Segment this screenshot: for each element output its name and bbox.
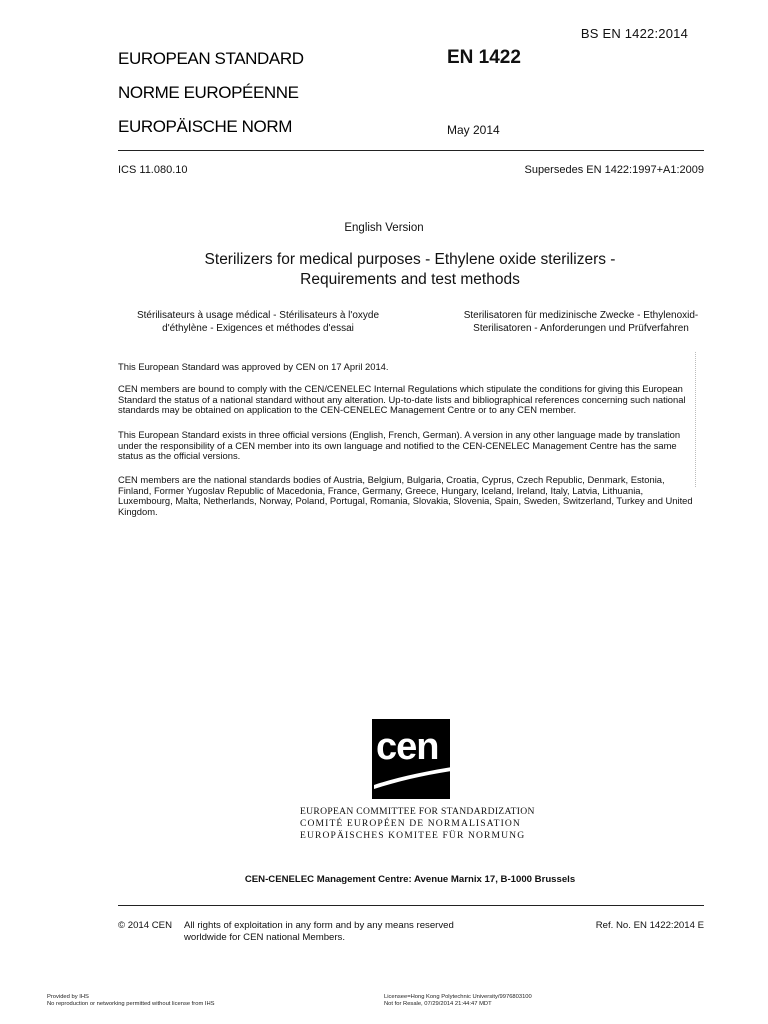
- committee-name-english: EUROPEAN COMMITTEE FOR STANDARDIZATION: [300, 806, 535, 817]
- paragraph-line: This European Standard exists in three official versions (English, French, German). A version in any other language made by translation: [118, 429, 681, 440]
- provider-footer: [47, 994, 215, 1007]
- document-title-line: Sterilizers for medical purposes - Ethylene oxide sterilizers -: [204, 251, 616, 268]
- document-title-line: Requirements and test methods: [300, 271, 520, 288]
- german-title-line: Sterilisatoren für medizinische Zwecke - Ethylenoxid-: [463, 310, 699, 321]
- reference-number: Ref. No. EN 1422:2014 E: [595, 920, 704, 931]
- document-title: [150, 250, 670, 290]
- management-centre-address: CEN-CENELEC Management Centre: Avenue Marnix 17, B-1000 Brussels: [244, 874, 576, 885]
- paragraph-line: Standard the status of a national standard without any alteration. Up-to-date lists and bibliographical references concerning such national: [118, 393, 686, 405]
- ics-code: ICS 11.080.10: [118, 164, 188, 176]
- cen-logo-icon: [372, 719, 458, 799]
- footer-line: Not for Resale, 07/29/2014 21:44:47 MDT: [384, 1000, 492, 1007]
- copyright-notice: © 2014 CEN: [118, 920, 172, 931]
- rights-line: worldwide for CEN national Members.: [184, 931, 346, 943]
- publication-date: May 2014: [447, 123, 500, 137]
- footer-line: No reproduction or networking permitted without license from IHS: [47, 1000, 215, 1007]
- paragraph-line: CEN members are the national standards bodies of Austria, Belgium, Bulgaria, Croatia, Cyprus, Czech Republic, Denmark, Estonia,: [118, 474, 665, 485]
- committee-name-german: EUROPÄISCHES KOMITEE FÜR NORMUNG: [300, 829, 526, 841]
- standard-title-german: EUROPÄISCHE NORM: [118, 117, 293, 136]
- standard-number: EN 1422: [447, 47, 521, 68]
- footer-divider: [118, 905, 704, 906]
- rights-statement: [184, 920, 484, 943]
- german-title: [436, 310, 726, 335]
- paragraph-line: CEN members are bound to comply with the CEN/CENELEC Internal Regulations which stipulate the conditions for giving this European: [118, 383, 683, 394]
- french-title: [118, 310, 398, 335]
- french-title-line: d'éthylène - Exigences et méthodes d'essai: [162, 322, 354, 334]
- versions-paragraph: [118, 430, 708, 462]
- german-title-line: Sterilisatoren - Anforderungen und Prüfverfahren: [473, 322, 689, 334]
- cen-logo-text: cen: [376, 726, 439, 768]
- paragraph-line: Finland, Former Yugoslav Republic of Macedonia, France, Germany, Greece, Hungary, Iceland, Ireland, Italy, Latvia, Lithuania,: [118, 484, 644, 496]
- paragraph-line: under the responsibility of a CEN member into its own language and notified to the CEN-CENELEC Management Centre has the same: [118, 439, 677, 451]
- paragraph-line: status as the official versions.: [118, 450, 241, 462]
- standard-title-english: EUROPEAN STANDARD: [118, 49, 304, 68]
- footer-line: Provided by IHS: [47, 994, 89, 1000]
- licensee-footer: [384, 994, 532, 1007]
- paragraph-line: Luxembourg, Malta, Netherlands, Norway, Poland, Portugal, Romania, Slovakia, Slovenia, Spain, Sweden, Switzerland, Turkey and United: [118, 495, 693, 507]
- paragraph-line: standards may be obtained on application to the CEN-CENELEC Management Centre or to any CEN member.: [118, 404, 577, 416]
- header-divider: [118, 150, 704, 151]
- french-title-line: Stérilisateurs à usage médical - Stérilisateurs à l'oxyde: [136, 310, 380, 321]
- footer-line: Licensee=Hong Kong Polytechnic University/9976803100: [384, 994, 532, 1000]
- standard-title-french: NORME EUROPÉENNE: [118, 83, 299, 102]
- compliance-paragraph: [118, 384, 708, 416]
- rights-line: All rights of exploitation in any form and by any means reserved: [184, 920, 454, 931]
- paragraph-line: Kingdom.: [118, 505, 158, 517]
- approval-paragraph: This European Standard was approved by CEN on 17 April 2014.: [118, 361, 389, 372]
- supersedes-note: Supersedes EN 1422:1997+A1:2009: [524, 164, 704, 176]
- members-paragraph: [118, 475, 708, 517]
- committee-name-french: COMITÉ EUROPÉEN DE NORMALISATION: [300, 817, 521, 829]
- committee-names: [300, 806, 535, 841]
- language-version: English Version: [344, 222, 424, 234]
- margin-dotted-line: [695, 352, 696, 487]
- bs-reference: BS EN 1422:2014: [580, 26, 688, 41]
